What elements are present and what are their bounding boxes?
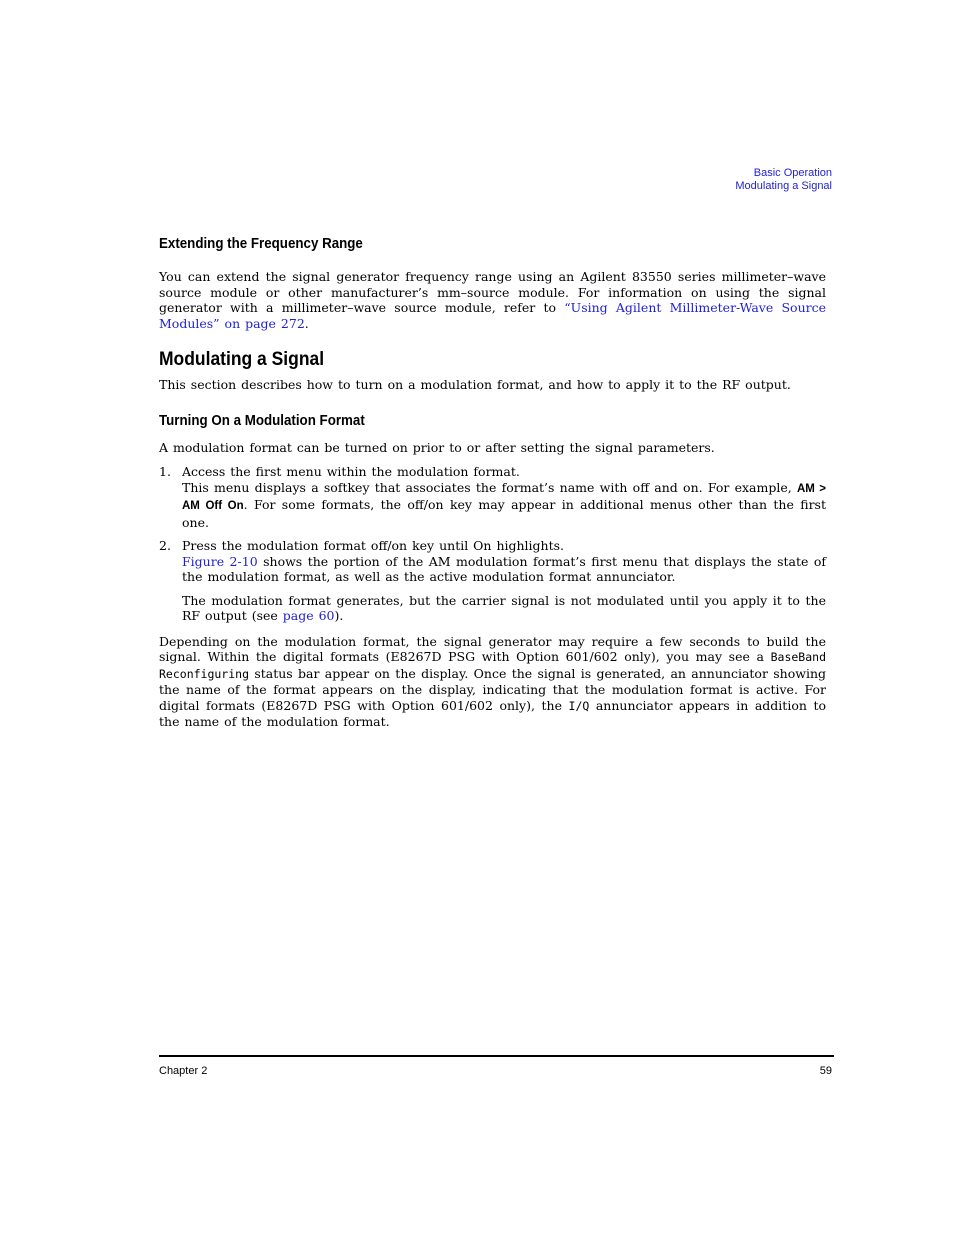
step-2-note xyxy=(182,593,826,624)
step-2-text: Press the modulation format off/on key until On highlights. xyxy=(182,538,565,553)
step-2-note-a: The modulation format generates, but the carrier signal is not modulated until you apply it to the RF output (see xyxy=(182,592,826,623)
running-head xyxy=(735,167,832,192)
heading-modulating-signal: Modulating a Signal xyxy=(159,349,325,370)
page-content xyxy=(159,236,826,730)
closing-text-b: status bar appear on the display. Once the signal is generated, an annunciator showing the name of the format appears on the display, indicating that the modulation format is active. For digital formats (E8267D PSG with Option 601/602 only), the xyxy=(159,665,826,713)
heading-extending-frequency-range: Extending the Frequency Range xyxy=(159,236,363,252)
softkey-am: AM xyxy=(796,482,815,495)
paragraph-modulating: This section describes how to turn on a modulation format, and how to apply it to the RF output. xyxy=(159,377,791,392)
step-2-number: 2. xyxy=(159,538,171,553)
link-millimeter-wave-modules[interactable]: “Using Agilent Millimeter-Wave Source Modules” on page 272 xyxy=(159,300,827,331)
status-bar-text-baseband: BaseBand Reconfiguring xyxy=(159,650,826,681)
footer-rule xyxy=(159,1055,834,1057)
step-1-detail xyxy=(182,480,826,531)
paragraph-closing xyxy=(159,634,826,730)
softkey-am-off-on: AM Off On xyxy=(182,500,244,512)
step-1-number: 1. xyxy=(159,464,171,479)
running-head-section-link[interactable]: Modulating a Signal xyxy=(735,179,832,192)
step-2-detail xyxy=(182,554,826,585)
step-1-text: Access the first menu within the modulation format. xyxy=(182,464,520,479)
paragraph-extending-text: You can extend the signal generator frequency range using an Agilent 83550 series millimeter–wave source module or other manufacturer’s mm–source module. For information on using the signal generator with a millimeter–wave source module, refer to xyxy=(159,269,826,315)
link-figure-2-10[interactable]: Figure 2-10 xyxy=(182,553,258,569)
list-item-step-1 xyxy=(159,464,826,530)
footer-chapter: Chapter 2 xyxy=(159,1065,208,1077)
step-2-note-b: ). xyxy=(334,608,344,623)
footer-page-number: 59 xyxy=(819,1065,832,1077)
annunciator-iq-text: I/Q xyxy=(568,698,590,713)
step-2-detail-text: shows the portion of the AM modulation format’s first menu that displays the state of the modulation format, as well as the active modulation format annunciator. xyxy=(182,553,827,584)
link-page-60[interactable]: page 60 xyxy=(282,608,335,623)
heading-turning-on-format: Turning On a Modulation Format xyxy=(159,412,365,429)
closing-text-a: Depending on the modulation format, the signal generator may require a few seconds to build the signal. Within the digital formats (E8267D PSG with Option 601/602 only), you may see a xyxy=(159,633,826,664)
steps-list xyxy=(159,464,826,624)
list-item-step-2 xyxy=(159,538,826,624)
closing-text-c: annunciator appears in addition to the name of the modulation format. xyxy=(159,697,826,729)
paragraph-extending-end: . xyxy=(304,315,309,331)
step-1-detail-a: This menu displays a softkey that associates the format’s name with off and on. For example, xyxy=(182,479,797,495)
softkey-separator: > xyxy=(814,482,827,495)
paragraph-extending xyxy=(159,269,826,331)
paragraph-turning-on-intro: A modulation format can be turned on prior to or after setting the signal parameters. xyxy=(159,439,715,455)
step-1-detail-b: . For some formats, the off/on key may appear in additional menus other than the first one. xyxy=(182,497,826,530)
running-head-chapter-link[interactable]: Basic Operation xyxy=(753,167,832,179)
